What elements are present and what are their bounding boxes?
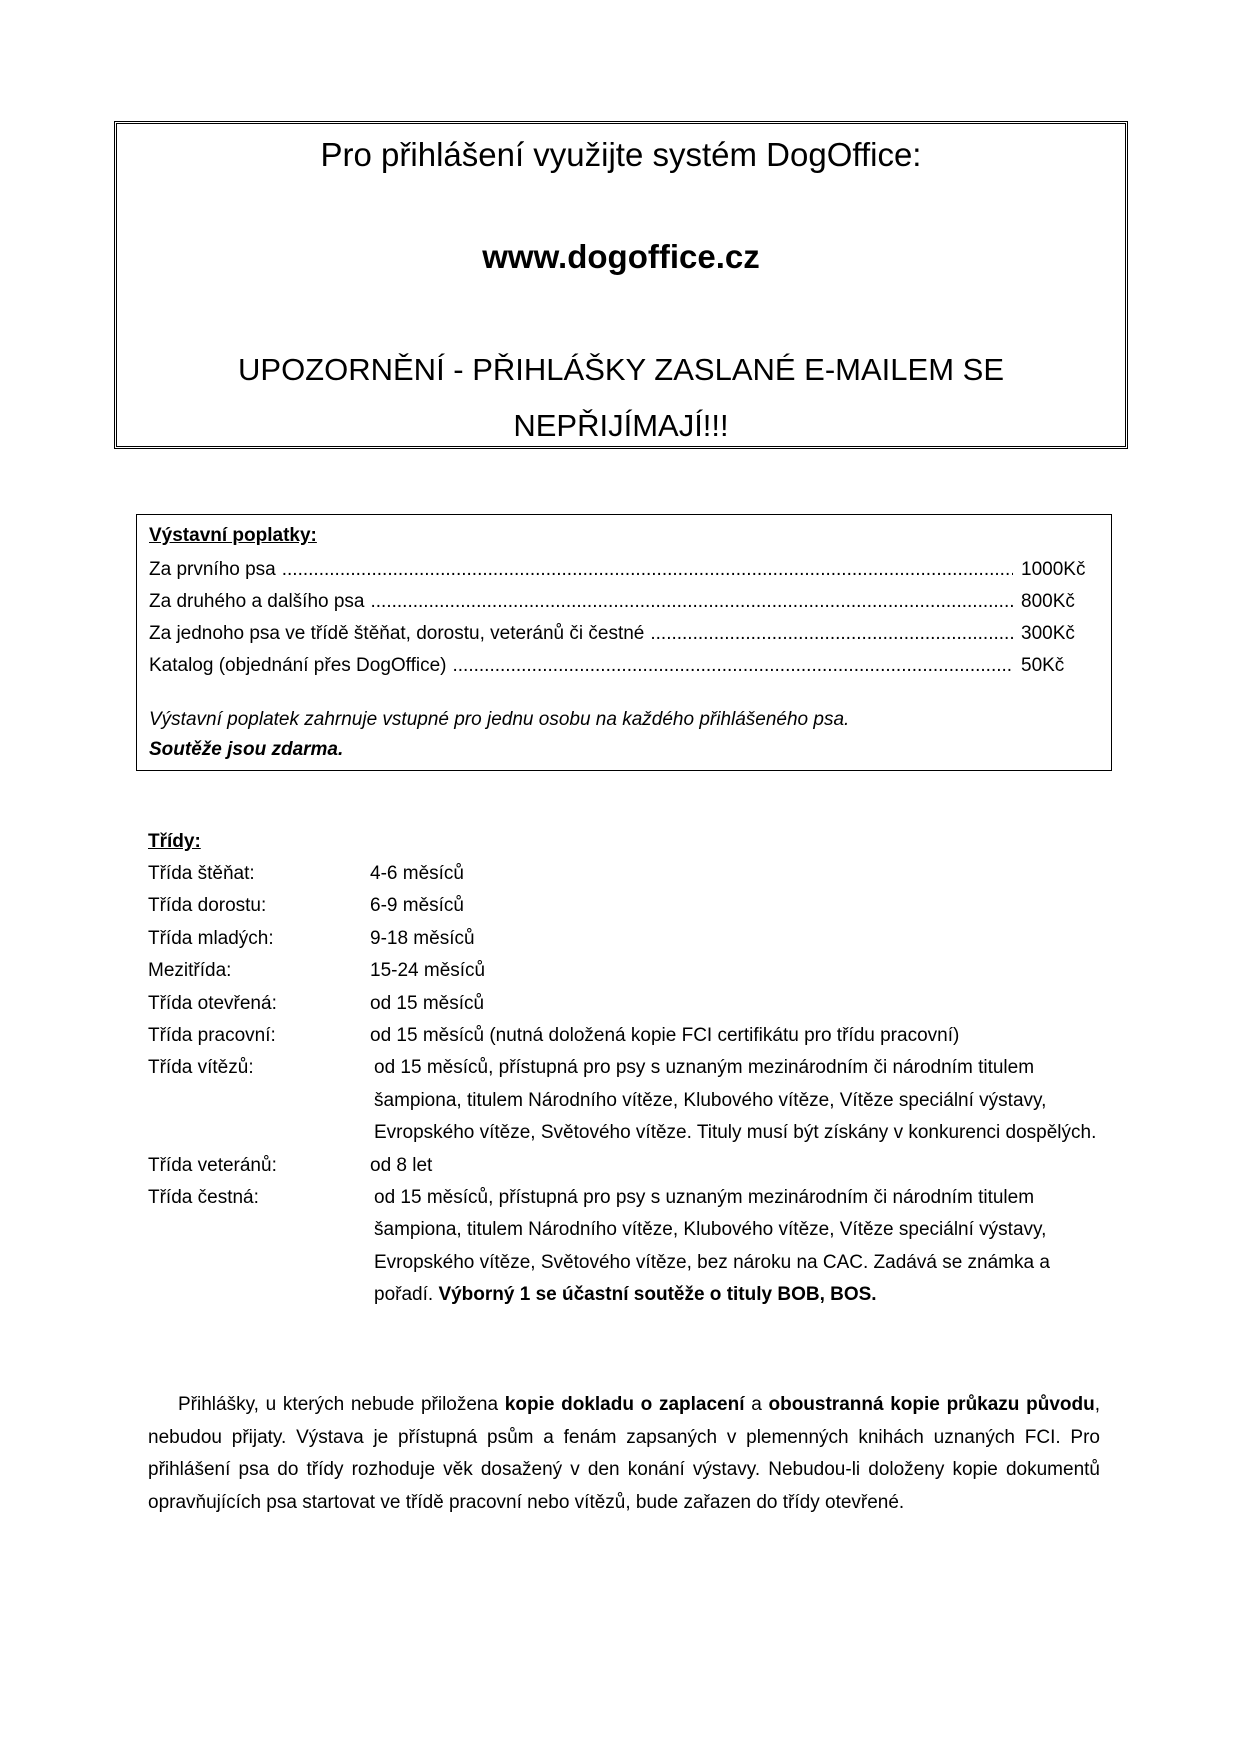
paragraph-bold: oboustranná kopie průkazu původu	[768, 1394, 1095, 1415]
class-name: Třída otevřená:	[148, 992, 277, 1014]
class-name: Mezitřída:	[148, 960, 232, 982]
email-warning: UPOZORNĚNÍ - PŘIHLÁŠKY ZASLANÉ E-MAILEM SE NEPŘIJÍMAJÍ!!!	[238, 352, 1004, 443]
fee-price: 300Kč	[1021, 623, 1075, 644]
fee-label: Za jednoho psa ve třídě štěňat, dorostu, veteránů či čestné	[149, 623, 645, 644]
class-row	[148, 1150, 1108, 1182]
fee-row	[149, 587, 1089, 617]
dot-leader	[282, 555, 1013, 585]
fees-note	[149, 705, 849, 765]
conditions-paragraph	[148, 1389, 1100, 1519]
dot-leader	[453, 651, 1014, 681]
classes-section	[148, 826, 1108, 1312]
paragraph-bold: kopie dokladu o zaplacení	[504, 1394, 745, 1415]
class-row	[148, 923, 1108, 955]
dot-leader	[650, 619, 1013, 649]
fee-label: Za prvního psa	[149, 559, 276, 580]
class-row	[148, 1052, 1108, 1149]
class-desc: od 15 měsíců (nutná doložená kopie FCI certifikátu pro třídu pracovní)	[370, 1025, 960, 1047]
fee-price: 800Kč	[1021, 591, 1075, 612]
fee-row	[149, 619, 1089, 649]
fees-note-bold: Soutěže jsou zdarma.	[149, 739, 344, 760]
class-desc: od 8 let	[370, 1154, 433, 1176]
fees-note-text: Výstavní poplatek zahrnuje vstupné pro jednu osobu na každého přihlášeného psa.	[149, 709, 850, 730]
class-desc: od 15 měsíců, přístupná pro psy s uznaným mezinárodním či národním titulem šampiona, titulem Národního vítěze, Klubového vítěze, Vítěze speciální výstavy, Evropského vítěze, Světového vítěze. Tituly musí být získány v konkurenci dospělých.	[374, 1057, 1097, 1144]
class-name: Třída pracovní:	[148, 1025, 276, 1047]
class-desc: od 15 měsíců	[370, 992, 485, 1014]
class-name: Třída veteránů:	[148, 1154, 277, 1176]
fee-label: Katalog (objednání přes DogOffice)	[149, 655, 447, 676]
class-desc: 4-6 měsíců	[370, 863, 464, 884]
fees-heading: Výstavní poplatky:	[149, 525, 317, 546]
paragraph-text: , nebudou přijaty. Výstava je přístupná psům a fenám zapsaných v plemenných knihách uznaných FCI. Pro přihlášení psa do třídy rozhoduje věk dosažený v den konání výstavy. Nebudou-li doloženy kopie dokumentů opravňujících psa startovat ve třídě pracovní nebo vítězů, bude zařazen do třídy otevřené.	[148, 1394, 1100, 1513]
class-desc: 15-24 měsíců	[370, 960, 486, 982]
class-desc: 6-9 měsíců	[370, 895, 464, 917]
class-name: Třída mladých:	[148, 927, 274, 949]
class-row	[148, 1020, 1108, 1052]
class-row	[148, 890, 1108, 922]
fee-price: 1000Kč	[1021, 559, 1086, 580]
class-row	[148, 955, 1108, 987]
fee-label: Za druhého a dalšího psa	[149, 591, 365, 612]
fee-price: 50Kč	[1021, 655, 1065, 676]
paragraph-text: a	[744, 1394, 769, 1415]
class-name: Třída štěňat:	[148, 863, 255, 884]
class-desc-text: od 15 měsíců, přístupná pro psy s uznaným mezinárodním či národním titulem šampiona, titulem Národního vítěze, Klubového vítěze, Vítěze speciální výstavy, Evropského vítěze, Světového vítěze, bez nároku na CAC. Zadává se známka a pořadí.	[374, 1187, 1050, 1306]
fees-box	[136, 514, 1112, 771]
registration-notice-box	[114, 121, 1128, 449]
class-name: Třída vítězů:	[148, 1057, 254, 1079]
classes-heading: Třídy:	[148, 831, 201, 852]
class-name: Třída čestná:	[148, 1187, 259, 1209]
fee-row	[149, 555, 1089, 585]
class-row	[148, 858, 1108, 890]
class-row	[148, 988, 1108, 1020]
class-row	[148, 1182, 1108, 1312]
notice-intro: Pro přihlášení využijte systém DogOffice:	[320, 136, 922, 173]
dot-leader	[371, 587, 1014, 617]
class-name: Třída dorostu:	[148, 895, 267, 917]
paragraph-text: Přihlášky, u kterých nebude přiložena	[178, 1394, 505, 1415]
dogoffice-url[interactable]: www.dogoffice.cz	[482, 238, 760, 275]
fee-row	[149, 651, 1089, 681]
class-desc: 9-18 měsíců	[370, 927, 475, 949]
class-desc	[370, 1182, 1108, 1312]
class-desc-bold: Výborný 1 se účastní soutěže o tituly BOB, BOS.	[438, 1284, 877, 1306]
